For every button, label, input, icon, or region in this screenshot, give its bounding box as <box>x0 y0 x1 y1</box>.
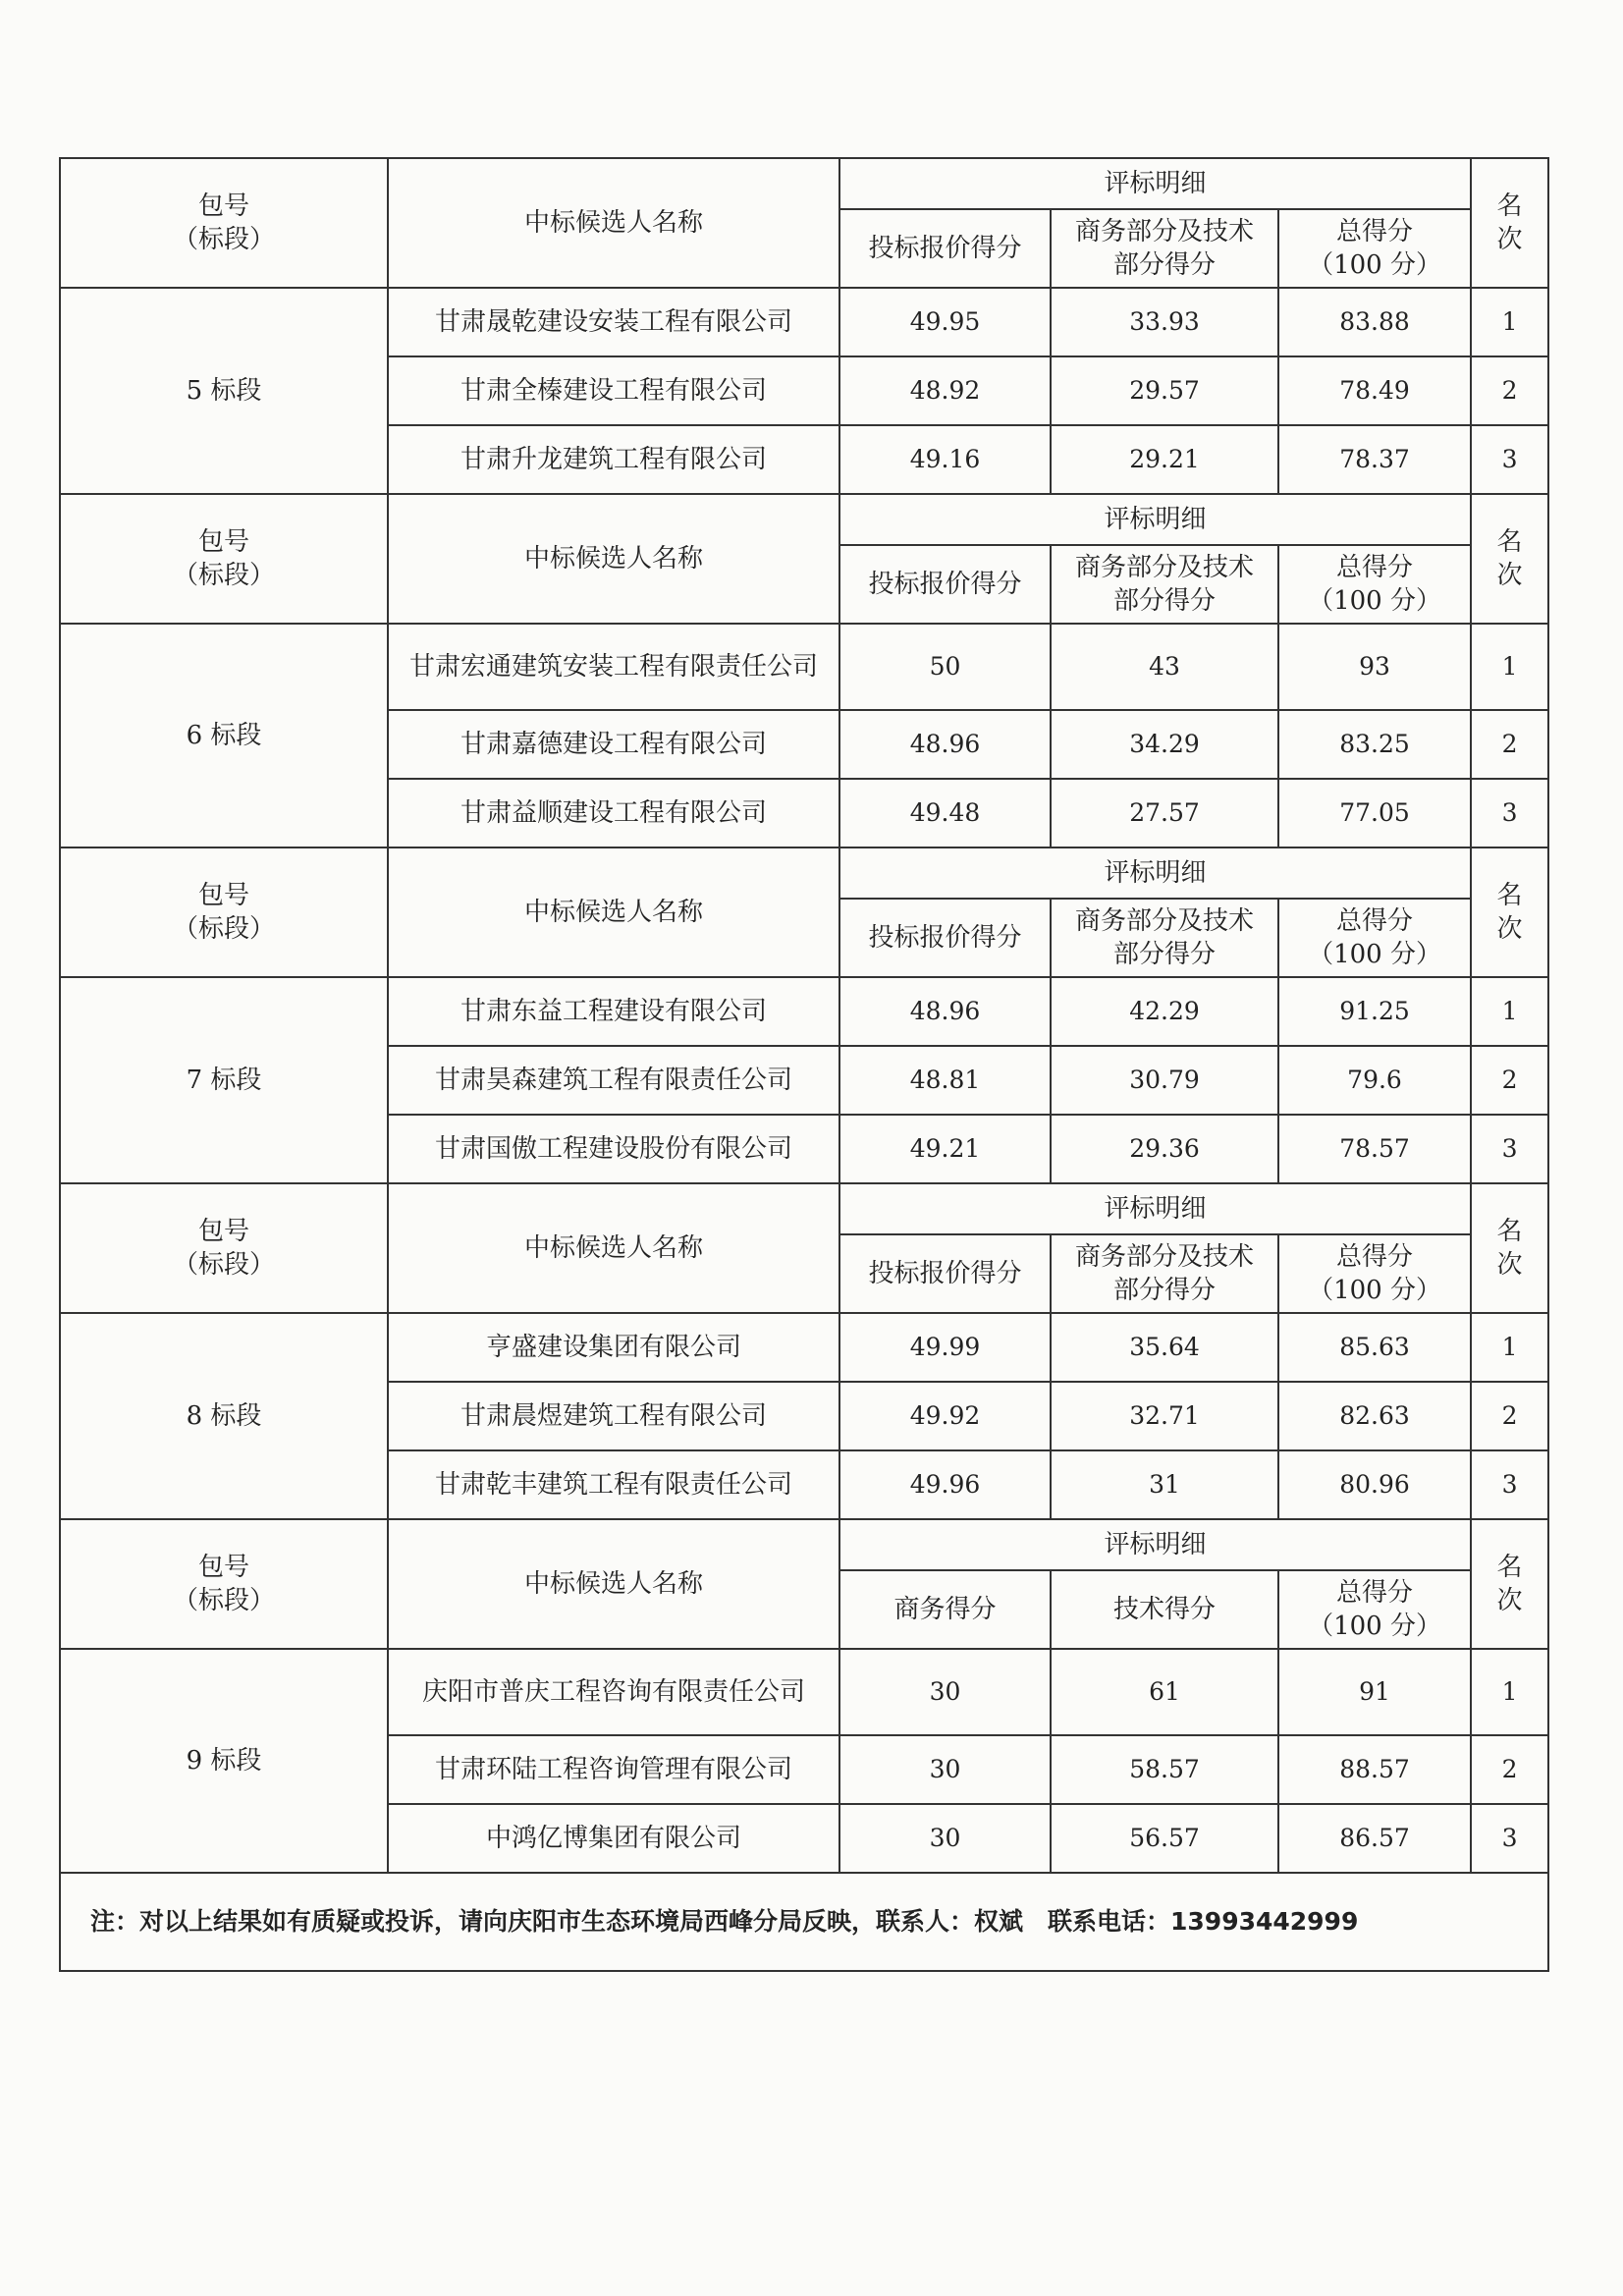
total-header <box>1278 1234 1471 1313</box>
rank-header-line-1: 名 <box>1496 1217 1523 1246</box>
tech-score: 58.57 <box>1051 1735 1278 1804</box>
package-header-line-2: （标段） <box>172 225 275 254</box>
company-name: 甘肃环陆工程咨询管理有限公司 <box>388 1735 839 1804</box>
bid-price-score: 48.92 <box>839 356 1051 425</box>
rank-value: 2 <box>1471 1046 1548 1115</box>
biz-tech-header-line-1: 商务部分及技术 <box>1074 906 1254 936</box>
biz-tech-header-line-2: 部分得分 <box>1112 1276 1216 1305</box>
candidate-header: 中标候选人名称 <box>388 494 839 624</box>
bid-price-score: 49.21 <box>839 1115 1051 1183</box>
biz-tech-header-line-2: 部分得分 <box>1112 940 1216 969</box>
total-score: 79.6 <box>1278 1046 1471 1115</box>
rank-header-line-2: 次 <box>1496 561 1523 590</box>
total-header-line-1: 总得分 <box>1336 1242 1414 1272</box>
total-score: 82.63 <box>1278 1382 1471 1450</box>
total-score: 93 <box>1278 624 1471 710</box>
section-name: 8 标段 <box>60 1313 388 1519</box>
bid-price-score: 49.99 <box>839 1313 1051 1382</box>
company-name: 甘肃宏通建筑安装工程有限责任公司 <box>388 624 839 710</box>
biz-tech-score: 43 <box>1051 624 1278 710</box>
total-header <box>1278 899 1471 977</box>
biz-tech-header-line-1: 商务部分及技术 <box>1074 1242 1254 1272</box>
candidate-header: 中标候选人名称 <box>388 1183 839 1313</box>
section-name: 6 标段 <box>60 624 388 847</box>
table-row <box>60 624 1548 710</box>
company-name: 甘肃晟乾建设安装工程有限公司 <box>388 288 839 356</box>
rank-header <box>1471 1183 1548 1313</box>
header-row <box>60 1183 1548 1234</box>
biz-tech-score: 42.29 <box>1051 977 1278 1046</box>
rank-value: 3 <box>1471 1115 1548 1183</box>
company-name: 甘肃全榛建设工程有限公司 <box>388 356 839 425</box>
company-name: 甘肃嘉德建设工程有限公司 <box>388 710 839 779</box>
total-score: 77.05 <box>1278 779 1471 847</box>
biz-tech-header-line-1: 商务部分及技术 <box>1074 553 1254 582</box>
total-score: 91.25 <box>1278 977 1471 1046</box>
total-header-line-2: （100 分） <box>1308 250 1441 280</box>
biz-tech-score: 31 <box>1051 1450 1278 1519</box>
result-document <box>59 157 1547 1972</box>
total-score: 88.57 <box>1278 1735 1471 1804</box>
package-header-line-1: 包号 <box>197 527 249 557</box>
detail-header: 评标明细 <box>839 494 1471 545</box>
company-name: 甘肃国傲工程建设股份有限公司 <box>388 1115 839 1183</box>
package-header <box>60 847 388 977</box>
section-name: 9 标段 <box>60 1649 388 1873</box>
biz-tech-score: 33.93 <box>1051 288 1278 356</box>
total-header-line-2: （100 分） <box>1308 1612 1441 1641</box>
total-header-line-1: 总得分 <box>1336 553 1414 582</box>
bid-price-score: 50 <box>839 624 1051 710</box>
header-row <box>60 494 1548 545</box>
total-header-line-2: （100 分） <box>1308 1276 1441 1305</box>
bid-price-score: 49.48 <box>839 779 1051 847</box>
company-name: 甘肃益顺建设工程有限公司 <box>388 779 839 847</box>
header-row <box>60 847 1548 899</box>
company-name: 甘肃昊森建筑工程有限责任公司 <box>388 1046 839 1115</box>
biz-tech-score: 35.64 <box>1051 1313 1278 1382</box>
total-score: 78.57 <box>1278 1115 1471 1183</box>
rank-header-line-1: 名 <box>1496 191 1523 221</box>
biz-tech-header-line-1: 商务部分及技术 <box>1074 217 1254 246</box>
biz-tech-header <box>1051 209 1278 288</box>
rank-value: 1 <box>1471 1313 1548 1382</box>
bid-price-score: 48.96 <box>839 977 1051 1046</box>
package-header <box>60 494 388 624</box>
biz-score: 30 <box>839 1804 1051 1873</box>
package-header-line-1: 包号 <box>197 191 249 221</box>
package-header-line-1: 包号 <box>197 881 249 910</box>
tech-score: 56.57 <box>1051 1804 1278 1873</box>
tech-score: 61 <box>1051 1649 1278 1735</box>
package-header-line-2: （标段） <box>172 1250 275 1280</box>
rank-header <box>1471 847 1548 977</box>
total-score: 78.49 <box>1278 356 1471 425</box>
detail-header: 评标明细 <box>839 158 1471 209</box>
detail-header: 评标明细 <box>839 1183 1471 1234</box>
package-header <box>60 1183 388 1313</box>
note-row <box>60 1873 1548 1971</box>
table-row <box>60 1649 1548 1735</box>
total-header <box>1278 545 1471 624</box>
detail-header: 评标明细 <box>839 1519 1471 1570</box>
bid-price-score: 49.96 <box>839 1450 1051 1519</box>
biz-tech-score: 30.79 <box>1051 1046 1278 1115</box>
candidate-header: 中标候选人名称 <box>388 847 839 977</box>
total-header-line-1: 总得分 <box>1336 906 1414 936</box>
rank-value: 1 <box>1471 288 1548 356</box>
bid-price-score: 48.81 <box>839 1046 1051 1115</box>
biz-tech-header-line-2: 部分得分 <box>1112 250 1216 280</box>
total-header-line-1: 总得分 <box>1336 217 1414 246</box>
biz-tech-score: 29.36 <box>1051 1115 1278 1183</box>
detail-header: 评标明细 <box>839 847 1471 899</box>
package-header-line-1: 包号 <box>197 1217 249 1246</box>
rank-value: 2 <box>1471 1382 1548 1450</box>
biz-score-header: 商务得分 <box>839 1570 1051 1649</box>
rank-value: 2 <box>1471 356 1548 425</box>
total-header-line-1: 总得分 <box>1336 1578 1414 1608</box>
rank-value: 3 <box>1471 1450 1548 1519</box>
rank-header-line-2: 次 <box>1496 914 1523 944</box>
rank-header-line-1: 名 <box>1496 881 1523 910</box>
biz-tech-score: 34.29 <box>1051 710 1278 779</box>
rank-value: 3 <box>1471 425 1548 494</box>
company-name: 甘肃晨煜建筑工程有限公司 <box>388 1382 839 1450</box>
candidate-header: 中标候选人名称 <box>388 1519 839 1649</box>
biz-tech-score: 29.57 <box>1051 356 1278 425</box>
table-row <box>60 1313 1548 1382</box>
biz-score: 30 <box>839 1735 1051 1804</box>
total-score: 83.25 <box>1278 710 1471 779</box>
rank-header-line-2: 次 <box>1496 1586 1523 1615</box>
package-header <box>60 158 388 288</box>
tech-score-header: 技术得分 <box>1051 1570 1278 1649</box>
biz-tech-header <box>1051 899 1278 977</box>
bid-price-header: 投标报价得分 <box>839 1234 1051 1313</box>
biz-tech-header <box>1051 1234 1278 1313</box>
company-name: 甘肃升龙建筑工程有限公司 <box>388 425 839 494</box>
rank-value: 1 <box>1471 1649 1548 1735</box>
rank-header-line-1: 名 <box>1496 527 1523 557</box>
bid-price-score: 49.16 <box>839 425 1051 494</box>
rank-header <box>1471 494 1548 624</box>
rank-value: 1 <box>1471 977 1548 1046</box>
total-score: 80.96 <box>1278 1450 1471 1519</box>
header-row <box>60 1519 1548 1570</box>
company-name: 甘肃东益工程建设有限公司 <box>388 977 839 1046</box>
table-row <box>60 288 1548 356</box>
package-header-line-1: 包号 <box>197 1553 249 1582</box>
total-score: 85.63 <box>1278 1313 1471 1382</box>
biz-score: 30 <box>839 1649 1051 1735</box>
rank-header-line-2: 次 <box>1496 225 1523 254</box>
company-name: 中鸿亿博集团有限公司 <box>388 1804 839 1873</box>
rank-header <box>1471 158 1548 288</box>
bid-price-header: 投标报价得分 <box>839 899 1051 977</box>
package-header-line-2: （标段） <box>172 914 275 944</box>
total-score: 83.88 <box>1278 288 1471 356</box>
company-name: 甘肃乾丰建筑工程有限责任公司 <box>388 1450 839 1519</box>
package-header <box>60 1519 388 1649</box>
biz-tech-header-line-2: 部分得分 <box>1112 586 1216 616</box>
bid-price-score: 49.92 <box>839 1382 1051 1450</box>
rank-header <box>1471 1519 1548 1649</box>
company-name: 亨盛建设集团有限公司 <box>388 1313 839 1382</box>
complaint-note: 注：对以上结果如有质疑或投诉，请向庆阳市生态环境局西峰分局反映，联系人：权斌 联系电话：13993442999 <box>60 1873 1548 1971</box>
section-name: 7 标段 <box>60 977 388 1183</box>
total-header <box>1278 209 1471 288</box>
total-score: 78.37 <box>1278 425 1471 494</box>
biz-tech-score: 27.57 <box>1051 779 1278 847</box>
bid-results-table <box>59 157 1549 1972</box>
total-score: 91 <box>1278 1649 1471 1735</box>
total-header-line-2: （100 分） <box>1308 586 1441 616</box>
total-header-line-2: （100 分） <box>1308 940 1441 969</box>
table-row <box>60 977 1548 1046</box>
company-name: 庆阳市普庆工程咨询有限责任公司 <box>388 1649 839 1735</box>
table-body <box>60 158 1548 1971</box>
candidate-header: 中标候选人名称 <box>388 158 839 288</box>
biz-tech-score: 32.71 <box>1051 1382 1278 1450</box>
bid-price-score: 48.96 <box>839 710 1051 779</box>
biz-tech-score: 29.21 <box>1051 425 1278 494</box>
bid-price-header: 投标报价得分 <box>839 545 1051 624</box>
rank-header-line-1: 名 <box>1496 1553 1523 1582</box>
rank-header-line-2: 次 <box>1496 1250 1523 1280</box>
header-row <box>60 158 1548 209</box>
rank-value: 3 <box>1471 1804 1548 1873</box>
section-name: 5 标段 <box>60 288 388 494</box>
package-header-line-2: （标段） <box>172 1586 275 1615</box>
rank-value: 2 <box>1471 710 1548 779</box>
bid-price-score: 49.95 <box>839 288 1051 356</box>
bid-price-header: 投标报价得分 <box>839 209 1051 288</box>
rank-value: 2 <box>1471 1735 1548 1804</box>
package-header-line-2: （标段） <box>172 561 275 590</box>
biz-tech-header <box>1051 545 1278 624</box>
total-score: 86.57 <box>1278 1804 1471 1873</box>
total-header <box>1278 1570 1471 1649</box>
rank-value: 3 <box>1471 779 1548 847</box>
rank-value: 1 <box>1471 624 1548 710</box>
